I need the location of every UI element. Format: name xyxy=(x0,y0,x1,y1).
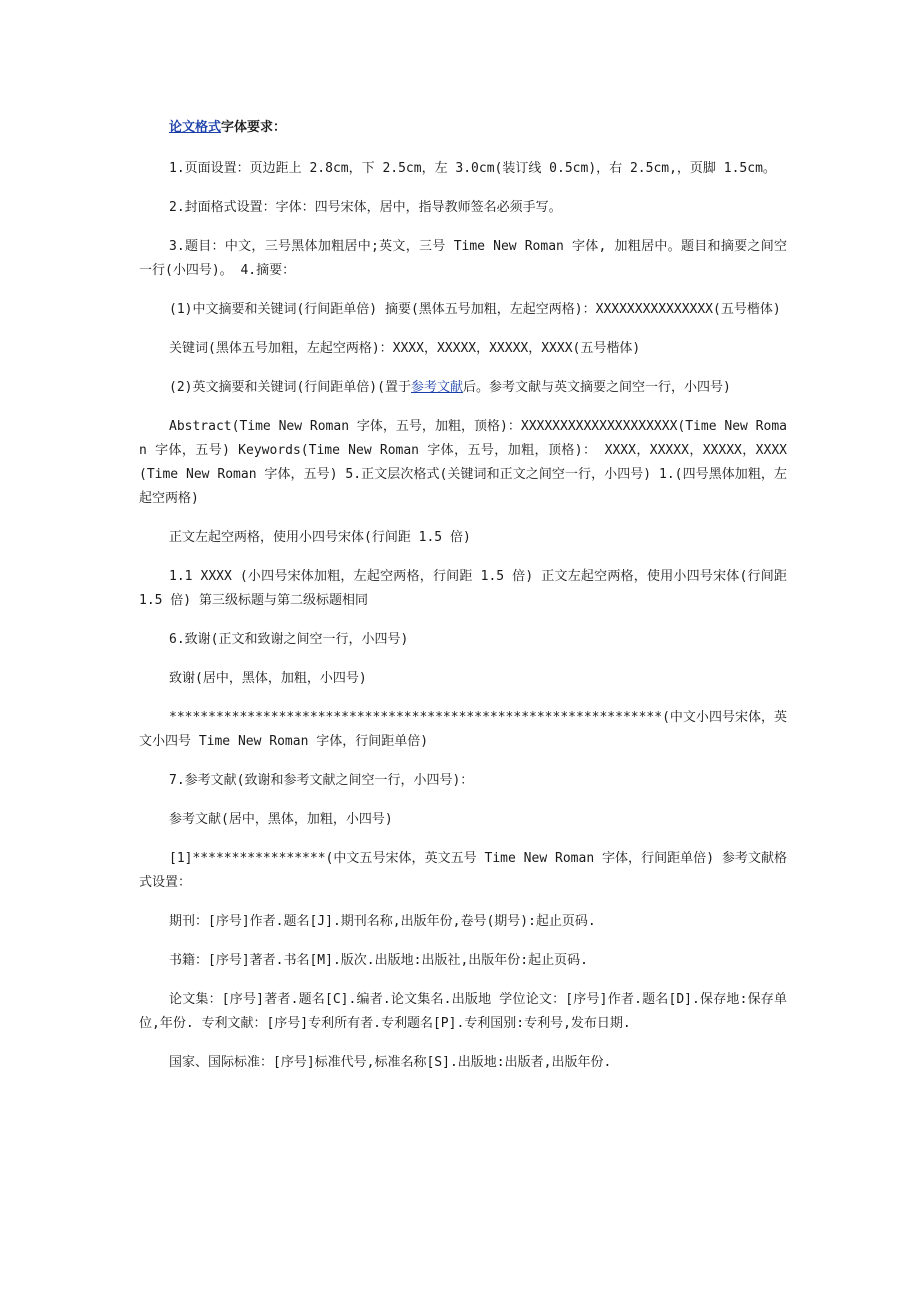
paragraph-cn-abstract: (1)中文摘要和关键词(行间距单倍) 摘要(黑体五号加粗，左起空两格)：XXXXXXXXXXXXXXX(五号楷体) xyxy=(169,302,781,317)
heading-text: 字体要求： xyxy=(221,120,287,135)
paragraph-page-setup: 1.页面设置：页边距上 2.8cm，下 2.5cm，左 3.0cm(装订线 0.5cm)，右 2.5cm,，页脚 1.5cm。 xyxy=(169,161,776,176)
paragraph-proceedings-format: 论文集：[序号]著者.题名[C].编者.论文集名.出版地 学位论文：[序号]作者.题名[D].保存地:保存单位,年份. 专利文献：[序号]专利所有者.专利题名[P].专利国别:专利号,发布日期. xyxy=(139,992,787,1031)
paragraph-acknowledgement-title: 致谢(居中，黑体，加粗，小四号) xyxy=(169,671,367,686)
document-heading xyxy=(139,116,787,140)
paragraph-body-text: 正文左起空两格，使用小四号宋体(行间距 1.5 倍) xyxy=(169,530,471,545)
paragraph-cn-keywords: 关键词(黑体五号加粗，左起空两格)：XXXX，XXXXX，XXXXX，XXXX(五号楷体) xyxy=(169,341,641,356)
paragraph-acknowledgement-body: ***************************************************************(中文小四号宋体，英文小四号 Time New Roman 字体，行间距单倍) xyxy=(139,710,787,749)
paragraph-acknowledgement: 6.致谢(正文和致谢之间空一行，小四号) xyxy=(169,632,409,647)
paragraph-en-abstract xyxy=(139,376,787,400)
paragraph-cover-format: 2.封面格式设置：字体：四号宋体，居中，指导教师签名必须手写。 xyxy=(169,200,562,215)
en-abstract-text-after: 后。参考文献与英文摘要之间空一行，小四号) xyxy=(462,380,731,395)
paragraph-references-title: 参考文献(居中，黑体，加粗，小四号) xyxy=(169,812,393,827)
paragraph-reference-format: [1]*****************(中文五号宋体，英文五号 Time New Roman 字体，行间距单倍) 参考文献格式设置： xyxy=(139,851,787,890)
thesis-format-link[interactable]: 论文格式 xyxy=(169,120,222,135)
document-body xyxy=(139,116,787,1090)
paragraph-abstract-keywords-en: Abstract(Time New Roman 字体，五号，加粗，顶格)：XXXXXXXXXXXXXXXXXXXX(Time New Roman 字体，五号) Keywords(Time New Roman 字体，五号，加粗，顶格)： XXXX，XXXXX，XXXXX，XXXX(Time New Roman 字体，五号) 5.正文层次格式(关键词和正文之间空一行，小四号) 1.(四号黑体加粗，左起空两格) xyxy=(139,419,787,506)
paragraph-book-format: 书籍：[序号]著者.书名[M].版次.出版地:出版社,出版年份:起止页码. xyxy=(169,953,588,968)
en-abstract-text-before: (2)英文摘要和关键词(行间距单倍)(置于 xyxy=(169,380,411,395)
references-link[interactable]: 参考文献 xyxy=(410,380,463,395)
paragraph-second-level-heading: 1.1 XXXX (小四号宋体加粗，左起空两格，行间距 1.5 倍) 正文左起空两格，使用小四号宋体(行间距 1.5 倍) 第三级标题与第二级标题相同 xyxy=(139,569,787,608)
paragraph-title-format: 3.题目：中文，三号黑体加粗居中;英文，三号 Time New Roman 字体, 加粗居中。题目和摘要之间空一行(小四号)。 4.摘要： xyxy=(139,239,787,278)
paragraph-standard-format: 国家、国际标准：[序号]标准代号,标准名称[S].出版地:出版者,出版年份. xyxy=(169,1055,612,1070)
paragraph-references: 7.参考文献(致谢和参考文献之间空一行，小四号)： xyxy=(169,773,474,788)
paragraph-journal-format: 期刊：[序号]作者.题名[J].期刊名称,出版年份,卷号(期号):起止页码. xyxy=(169,914,596,929)
